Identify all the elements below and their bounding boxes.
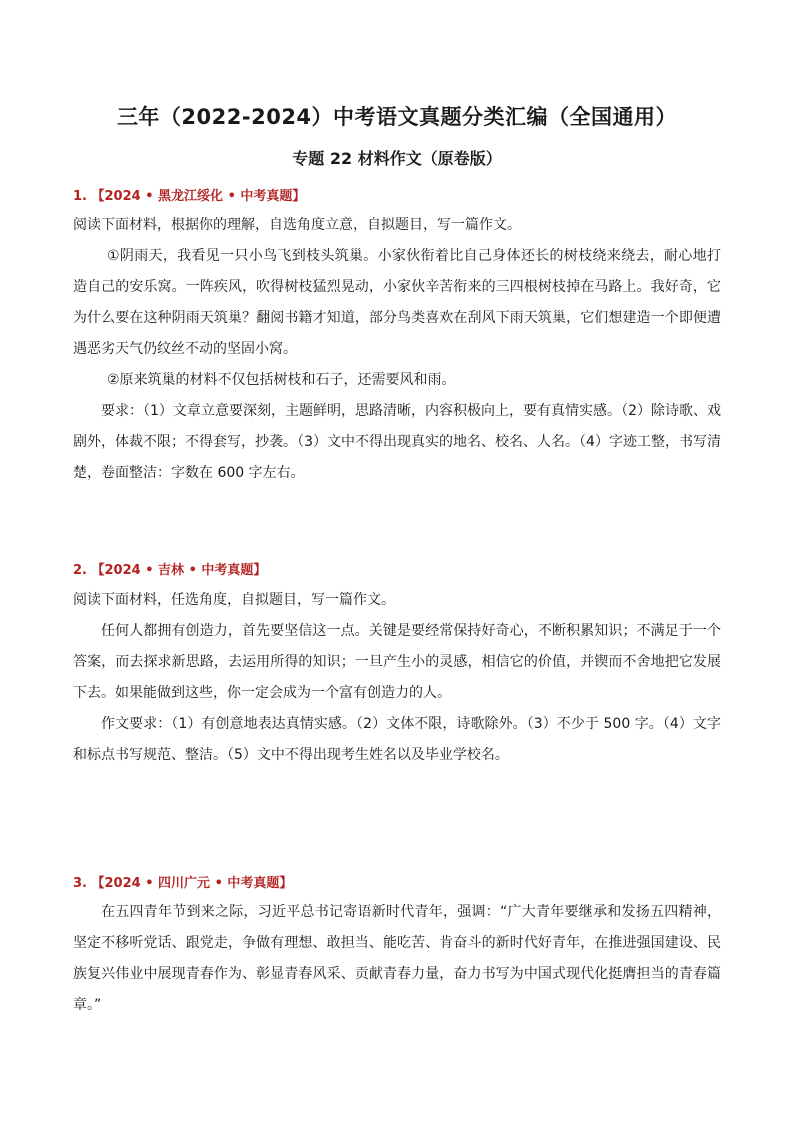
question-1-heading: 1. 【2024 • 黑龙江绥化 • 中考真题】 <box>73 189 306 204</box>
question-2-heading: 2. 【2024 • 吉林 • 中考真题】 <box>73 563 267 578</box>
question-1-material-1: ①阴雨天，我看见一只小鸟飞到枝头筑巢。小家伙衔着比自己身体还长的树枝绕来绕去，耐心地打造自己的安乐窝。一阵疾风，吹得树枝猛烈晃动，小家伙辛苦衔来的三四根树枝掉在马路上。我好奇，它为什么要在这种阴雨天筑巢？翻阅书籍才知道，部分鸟类喜欢在刮风下雨天筑巢，它们想建造一个即便遭遇恶劣天气仍纹丝不动的坚固小窝。 <box>73 248 721 357</box>
question-3-material: 在五四青年节到来之际，习近平总书记寄语新时代青年，强调：“广大青年要继承和发扬五四精神，坚定不移听党话、跟党走，争做有理想、敢担当、能吃苦、肯奋斗的新时代好青年，在推进强国建设、民族复兴伟业中展现青春作为、彰显青春风采、贡献青春力量，奋力书写为中国式现代化挺膺担当的青春篇章。” <box>73 904 721 1013</box>
page-subtitle: 专题 22 材料作文（原卷版） <box>292 149 502 168</box>
question-3-heading: 3. 【2024 • 四川广元 • 中考真题】 <box>73 876 293 891</box>
question-1-instruction: 阅读下面材料，根据你的理解，自选角度立意，自拟题目，写一篇作文。 <box>73 217 521 233</box>
page-title: 三年（2022-2024）中考语文真题分类汇编（全国通用） <box>116 105 678 129</box>
question-2-material: 任何人都拥有创造力，首先要坚信这一点。关键是要经常保持好奇心，不断积累知识；不满足于一个答案，而去探求新思路，去运用所得的知识；一旦产生小的灵感，相信它的价值，并锲而不舍地把它发展下去。如果能做到这些，你一定会成为一个富有创造力的人。 <box>73 623 721 701</box>
question-2-requirements: 作文要求：（1）有创意地表达真情实感。（2）文体不限，诗歌除外。（3）不少于 500 字。（4）文字和标点书写规范、整洁。（5）文中不得出现考生姓名以及毕业学校名。 <box>73 716 721 763</box>
question-2-instruction: 阅读下面材料，任选角度，自拟题目，写一篇作文。 <box>73 592 395 608</box>
question-1-requirements: 要求：（1）文章立意要深刻，主题鲜明，思路清晰，内容积极向上，要有真情实感。（2）除诗歌、戏剧外，体裁不限；不得套写，抄袭。（3）文中不得出现真实的地名、校名、人名。（4）字迹工整，书写清楚，卷面整洁：字数在 600 字左右。 <box>73 403 721 481</box>
question-1-material-2: ②原来筑巢的材料不仅包括树枝和石子，还需要风和雨。 <box>107 372 456 388</box>
